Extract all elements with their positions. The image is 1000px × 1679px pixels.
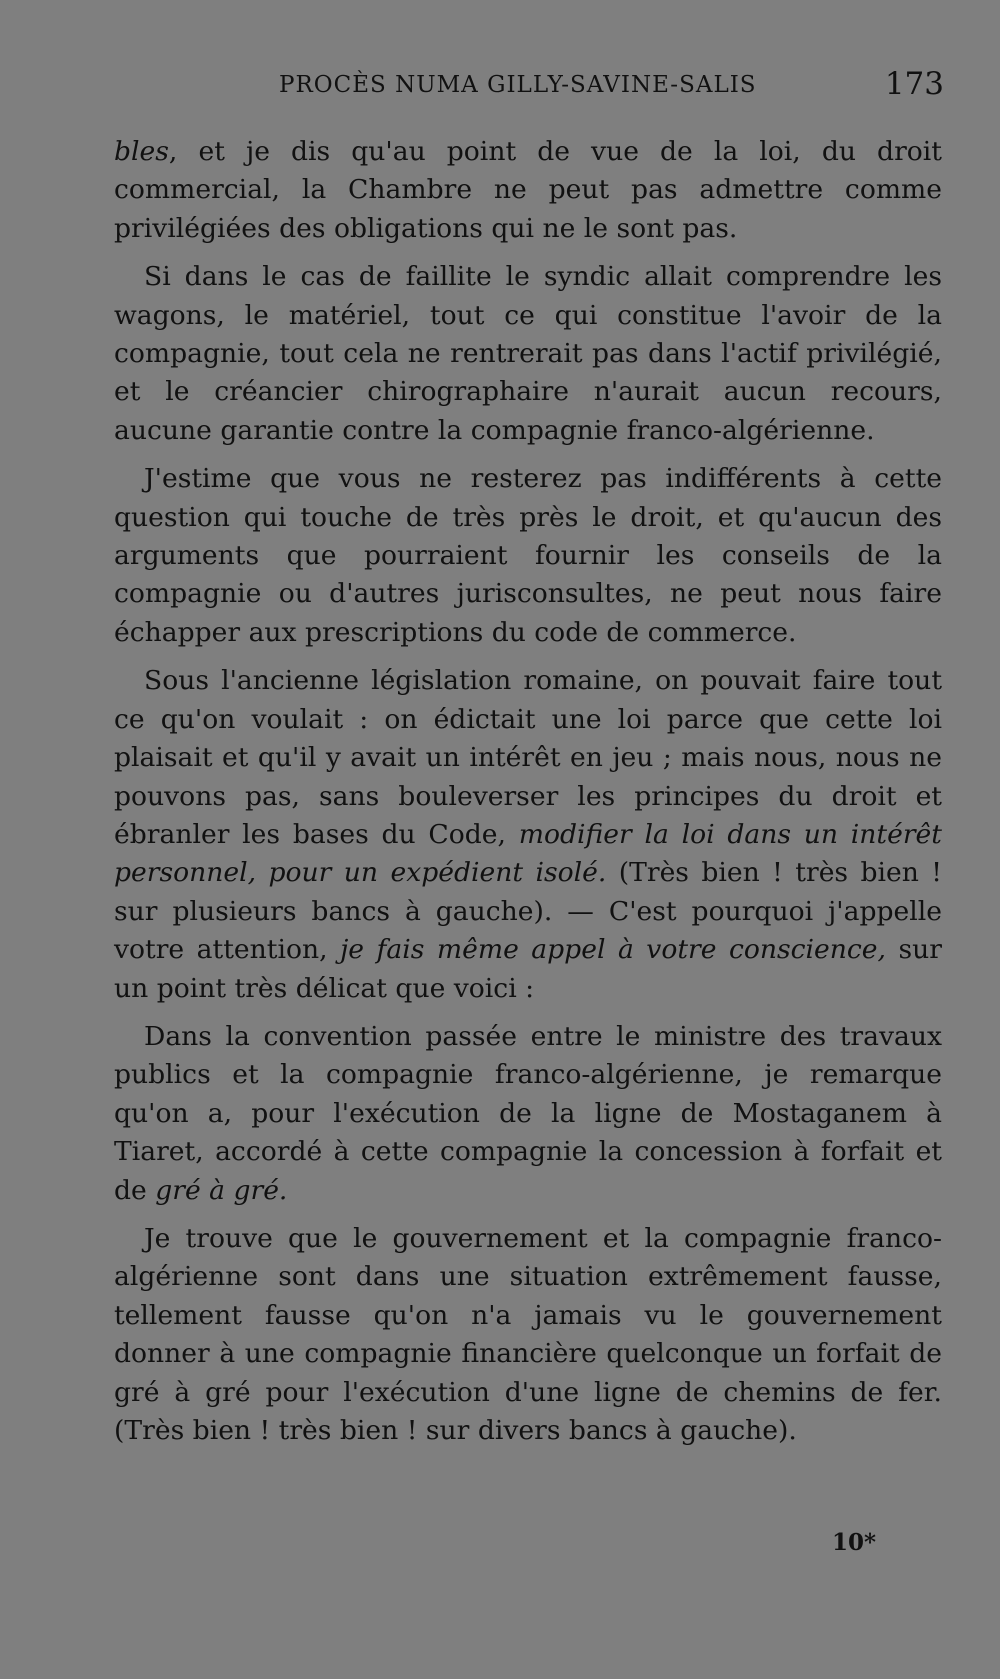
paragraph <box>114 662 942 1008</box>
running-title: PROCÈS NUMA GILLY-SAVINE-SALIS <box>279 72 757 98</box>
paragraph <box>114 1018 942 1210</box>
page-number: 173 <box>884 66 944 102</box>
paragraph <box>114 460 942 652</box>
text-segment: , et je dis qu'au point de vue de la loi, du droit commercial, la Chambre ne peut pas admettre comme privilégiées des obligations qui ne le sont pas. <box>114 136 942 244</box>
text-segment: je fais même appel à votre conscience, <box>340 934 887 966</box>
text-segment: Sous l'ancienne législation romaine, on pouvait faire tout ce qu'on voulait : on édictait une loi parce que cette loi plaisait et qu'il y avait un intérêt en jeu ; mais nous, nous ne pouvons pas, sans bouleverser les principes du droit et ébranler les bases du Code, <box>114 665 942 850</box>
paragraph <box>114 258 942 450</box>
text-segment: modifier la loi dans un intérêt personnel, pour un expédient isolé. <box>114 818 942 889</box>
text-segment: (Très bien ! très bien ! sur plusieurs bancs à gauche). — C'est pourquoi j'appelle votre attention, <box>114 857 942 966</box>
page-header <box>116 64 944 104</box>
paragraph <box>114 133 942 248</box>
signature-mark: 10* <box>831 1529 876 1556</box>
body-text <box>114 133 942 1460</box>
paragraph <box>114 1220 942 1450</box>
text-segment: gré à gré. <box>155 1174 288 1206</box>
text-segment: sur un point très délicat que voici : <box>114 934 943 1004</box>
text-segment: bles <box>114 136 169 167</box>
text-segment: J'estime que vous ne resterez pas indifférents à cette question qui touche de très près le droit, et qu'aucun des arguments que pourraient fournir les conseils de la compagnie ou d'autres jurisconsultes, ne peut nous faire échapper aux prescriptions du code de commerce. <box>114 463 942 648</box>
text-segment: Dans la convention passée entre le ministre des travaux publics et la compagnie franco-algérienne, je remarque qu'on a, pour l'exécution de la ligne de Mostaganem à Tiaret, accordé à cette compagnie la concession à forfait et de <box>114 1020 942 1206</box>
text-segment: Si dans le cas de faillite le syndic allait comprendre les wagons, le matériel, tout ce qui constitue l'avoir de la compagnie, tout cela ne rentrerait pas dans l'actif privilégié, et le créancier chirographaire n'aurait aucun recours, aucune garantie contre la compagnie franco-algérienne. <box>114 261 942 446</box>
text-segment: Je trouve que le gouvernement et la compagnie franco-algérienne sont dans une situation extrêmement fausse, tellement fausse qu'on n'a jamais vu le gouvernement donner à une compagnie financière quelconque un forfait de gré à gré pour l'exécution d'une ligne de chemins de fer. (Très bien ! très bien ! sur divers bancs à gauche). <box>114 1222 942 1446</box>
